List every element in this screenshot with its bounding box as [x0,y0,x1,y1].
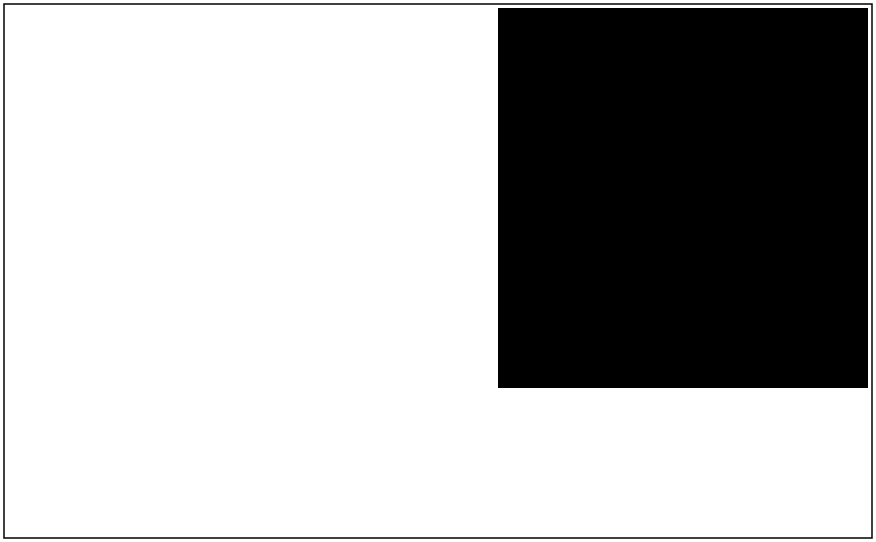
bill-of-materials [498,8,868,388]
